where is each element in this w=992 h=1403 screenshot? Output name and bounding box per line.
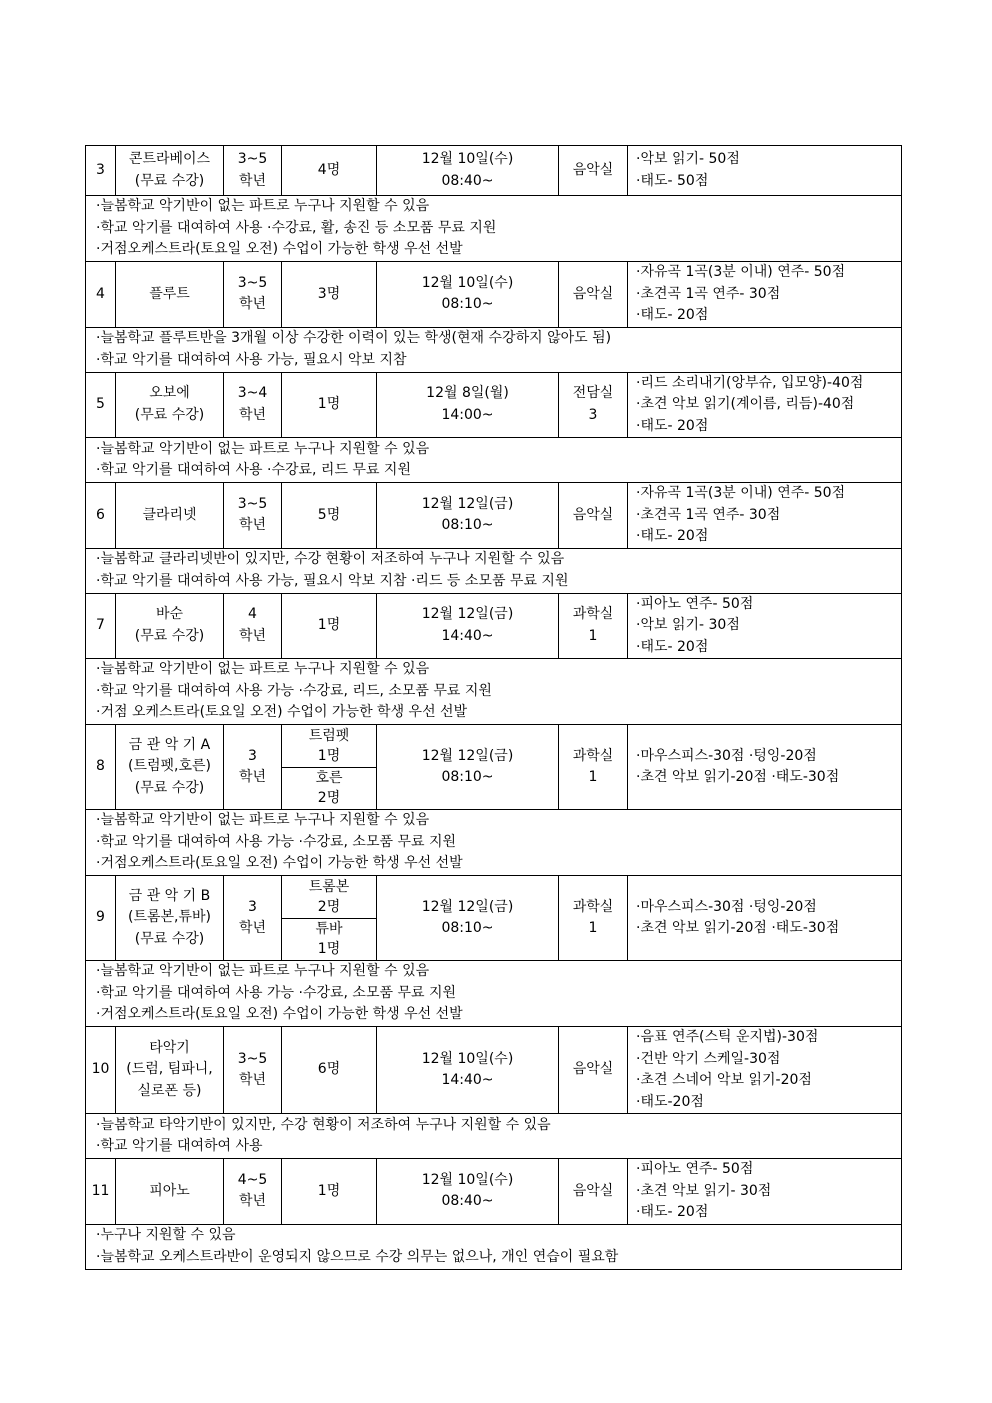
row-number bbox=[86, 1159, 116, 1225]
grade-text: 3~5 bbox=[237, 274, 268, 291]
row-number-text: 3 bbox=[96, 161, 105, 178]
note-item: ·학교 악기를 대여하여 사용 가능 ·수강료, 리드, 소모품 무료 지원 bbox=[96, 682, 492, 699]
place-text: 1 bbox=[588, 769, 598, 785]
recruit-count: 5명 bbox=[317, 506, 341, 523]
note-item: ·거점오케스트라(토요일 오전) 수업이 가능한 학생 우선 선발 bbox=[96, 1006, 463, 1023]
note-item: ·늘봄학교 플루트반을 3개월 이상 수강한 이력이 있는 학생(현재 수강하지 않아도 됨) bbox=[96, 330, 612, 346]
place-text: 과학실 bbox=[572, 747, 614, 764]
audition-schedule-table bbox=[85, 145, 902, 1270]
grade-cell bbox=[224, 146, 282, 196]
datetime-text: 12월 12일(금) bbox=[421, 606, 514, 623]
row-number bbox=[86, 483, 116, 549]
instrument-name: 타악기 bbox=[149, 1039, 190, 1056]
audition-place-cell bbox=[559, 1159, 628, 1225]
instrument-row bbox=[86, 372, 902, 438]
instrument-cell bbox=[116, 483, 224, 549]
row-number-text: 8 bbox=[96, 758, 105, 775]
instrument-row bbox=[86, 1027, 902, 1114]
instrument-name: 금 관 악 기 A bbox=[128, 736, 211, 753]
instrument-cell bbox=[116, 262, 224, 328]
row-number bbox=[86, 146, 116, 196]
grade-text: 3~5 bbox=[237, 495, 268, 512]
datetime-text: 12월 12일(금) bbox=[421, 495, 514, 512]
grade-cell bbox=[224, 1159, 282, 1225]
grade-cell bbox=[224, 1027, 282, 1114]
notes-row bbox=[86, 196, 902, 262]
criteria-item: ·음표 연주(스틱 운지법)-30점 bbox=[636, 1029, 819, 1045]
instrument-name: (무료 수강) bbox=[134, 930, 205, 947]
audition-datetime-cell bbox=[377, 146, 559, 196]
criteria-item: ·태도- 20점 bbox=[636, 638, 709, 655]
instrument-name: 실로폰 등) bbox=[137, 1082, 202, 1099]
grade-text: 학년 bbox=[238, 296, 267, 313]
place-text: 음악실 bbox=[572, 285, 614, 302]
instrument-row bbox=[86, 876, 902, 961]
note-item: ·늘봄학교 클라리넷반이 있지만, 수강 현황이 저조하여 누구나 지원할 수 있음 bbox=[96, 551, 565, 567]
instrument-row bbox=[86, 725, 902, 810]
note-item: ·늘봄학교 타악기반이 있지만, 수강 현황이 저조하여 누구나 지원할 수 있음 bbox=[96, 1116, 551, 1133]
instrument-row bbox=[86, 262, 902, 328]
notes-row bbox=[86, 327, 902, 372]
note-item: ·학교 악기를 대여하여 사용 가능, 필요시 악보 지참 ·리드 등 소모품 무료 지원 bbox=[96, 572, 569, 589]
criteria-item: ·태도-20점 bbox=[636, 1093, 704, 1110]
place-text: 전담실 bbox=[572, 385, 614, 402]
audition-datetime-cell bbox=[377, 262, 559, 328]
part-split bbox=[282, 876, 376, 960]
part-box bbox=[282, 918, 376, 961]
instrument-name: (무료 수강) bbox=[134, 627, 205, 644]
note-item: ·늘봄학교 악기반이 없는 파트로 누구나 지원할 수 있음 bbox=[96, 812, 430, 829]
instrument-name: 바순 bbox=[155, 606, 184, 623]
criteria-item: ·초견 악보 읽기(계이름, 리듬)-40점 bbox=[636, 396, 855, 412]
note-item: ·늘봄학교 오케스트라반이 운영되지 않으므로 수강 의무는 없으나, 개인 연습이 필요함 bbox=[96, 1248, 619, 1265]
criteria-item: ·초견 악보 읽기- 30점 bbox=[636, 1182, 772, 1199]
row-number-text: 4 bbox=[96, 285, 105, 302]
note-item: ·누구나 지원할 수 있음 bbox=[96, 1227, 236, 1243]
grade-text: 학년 bbox=[238, 627, 267, 644]
audition-datetime-cell bbox=[377, 1159, 559, 1225]
notes-row bbox=[86, 961, 902, 1027]
place-text: 음악실 bbox=[572, 1182, 614, 1199]
grade-text: 3~5 bbox=[237, 1050, 268, 1067]
part-box bbox=[282, 767, 376, 810]
notes-cell bbox=[86, 1224, 902, 1269]
recruit-count-cell bbox=[282, 1159, 377, 1225]
notes-row bbox=[86, 810, 902, 876]
row-number bbox=[86, 593, 116, 659]
grade-text: 학년 bbox=[238, 1193, 267, 1210]
evaluation-criteria-cell bbox=[628, 725, 902, 810]
notes-cell bbox=[86, 659, 902, 725]
audition-place-cell bbox=[559, 262, 628, 328]
datetime-text: 08:10~ bbox=[441, 517, 494, 534]
instrument-name: 금 관 악 기 B bbox=[128, 887, 211, 904]
row-number-text: 5 bbox=[96, 396, 105, 412]
part-text: 2명 bbox=[317, 790, 341, 807]
instrument-cell bbox=[116, 1159, 224, 1225]
note-item: ·거점오케스트라(토요일 오전) 수업이 가능한 학생 우선 선발 bbox=[96, 241, 463, 258]
part-text: 트롬본 bbox=[308, 878, 350, 895]
instrument-row bbox=[86, 483, 902, 549]
note-item: ·학교 악기를 대여하여 사용 ·수강료, 활, 송진 등 소모품 무료 지원 bbox=[96, 219, 497, 236]
datetime-text: 12월 10일(수) bbox=[421, 274, 514, 291]
note-item: ·학교 악기를 대여하여 사용 ·수강료, 리드 무료 지원 bbox=[96, 462, 411, 478]
note-item: ·학교 악기를 대여하여 사용 가능 ·수강료, 소모품 무료 지원 bbox=[96, 984, 457, 1001]
part-text: 트럼펫 bbox=[308, 727, 350, 744]
grade-text: 학년 bbox=[238, 920, 267, 936]
criteria-item: ·자유곡 1곡(3분 이내) 연주- 50점 bbox=[636, 485, 846, 501]
criteria-item: ·피아노 연주- 50점 bbox=[636, 595, 754, 612]
notes-cell bbox=[86, 961, 902, 1027]
note-item: ·늘봄학교 악기반이 없는 파트로 누구나 지원할 수 있음 bbox=[96, 963, 430, 980]
notes-cell bbox=[86, 1114, 902, 1159]
datetime-text: 12월 8일(월) bbox=[426, 385, 509, 402]
note-item: ·학교 악기를 대여하여 사용 가능 ·수강료, 소모품 무료 지원 bbox=[96, 833, 457, 850]
row-number-text: 6 bbox=[96, 506, 105, 523]
instrument-cell bbox=[116, 372, 224, 438]
evaluation-criteria-cell bbox=[628, 1027, 902, 1114]
recruit-count-cell bbox=[282, 483, 377, 549]
recruit-count: 3명 bbox=[317, 285, 341, 302]
part-box bbox=[282, 725, 376, 767]
criteria-item: ·초견곡 1곡 연주- 30점 bbox=[636, 506, 781, 523]
criteria-item: ·악보 읽기- 50점 bbox=[636, 151, 740, 167]
datetime-text: 08:10~ bbox=[441, 296, 494, 313]
grade-text: 학년 bbox=[238, 517, 267, 534]
criteria-item: ·초견 악보 읽기-20점 ·태도-30점 bbox=[636, 769, 840, 785]
instrument-name: (무료 수강) bbox=[134, 406, 205, 423]
grade-cell bbox=[224, 593, 282, 659]
instrument-name: (트럼펫,호른) bbox=[128, 758, 211, 775]
grade-text: 4 bbox=[248, 606, 257, 623]
row-number-text: 10 bbox=[91, 1061, 110, 1078]
criteria-item: ·건반 악기 스케일-30점 bbox=[636, 1050, 781, 1067]
notes-cell bbox=[86, 438, 902, 483]
notes-row bbox=[86, 1114, 902, 1159]
criteria-item: ·태도- 20점 bbox=[636, 307, 709, 323]
criteria-item: ·리드 소리내기(앙부슈, 입모양)-40점 bbox=[636, 374, 864, 391]
notes-row bbox=[86, 548, 902, 593]
datetime-text: 12월 10일(수) bbox=[421, 151, 514, 167]
grade-text: 학년 bbox=[238, 769, 267, 785]
grade-text: 4~5 bbox=[237, 1171, 268, 1188]
instrument-cell bbox=[116, 593, 224, 659]
criteria-item: ·악보 읽기- 30점 bbox=[636, 617, 740, 633]
grade-text: 3 bbox=[248, 747, 257, 764]
criteria-item: ·피아노 연주- 50점 bbox=[636, 1161, 754, 1177]
instrument-name: (무료 수강) bbox=[134, 172, 205, 189]
instrument-cell bbox=[116, 146, 224, 196]
row-number-text: 9 bbox=[96, 909, 105, 926]
datetime-text: 08:40~ bbox=[441, 1193, 494, 1210]
audition-place-cell bbox=[559, 593, 628, 659]
part-box bbox=[282, 876, 376, 918]
note-item: ·거점 오케스트라(토요일 오전) 수업이 가능한 학생 우선 선발 bbox=[96, 704, 468, 721]
part-text: 호른 bbox=[315, 770, 343, 787]
instrument-name: 클라리넷 bbox=[142, 506, 197, 523]
recruit-count-cell bbox=[282, 262, 377, 328]
evaluation-criteria-cell bbox=[628, 146, 902, 196]
recruit-count-cell bbox=[282, 1027, 377, 1114]
row-number bbox=[86, 372, 116, 438]
place-text: 1 bbox=[588, 920, 598, 936]
place-text: 3 bbox=[588, 406, 598, 423]
place-text: 음악실 bbox=[572, 161, 614, 178]
note-item: ·거점오케스트라(토요일 오전) 수업이 가능한 학생 우선 선발 bbox=[96, 855, 463, 872]
instrument-name: 콘트라베이스 bbox=[128, 151, 211, 167]
instrument-row bbox=[86, 1159, 902, 1225]
part-text: 1명 bbox=[317, 747, 341, 764]
place-text: 과학실 bbox=[572, 606, 614, 623]
recruit-count-cell bbox=[282, 876, 377, 961]
grade-text: 3 bbox=[248, 898, 257, 915]
audition-datetime-cell bbox=[377, 372, 559, 438]
evaluation-criteria-cell bbox=[628, 593, 902, 659]
audition-place-cell bbox=[559, 725, 628, 810]
recruit-count-cell bbox=[282, 725, 377, 810]
grade-text: 3~5 bbox=[237, 151, 268, 167]
part-text: 1명 bbox=[317, 941, 341, 958]
audition-place-cell bbox=[559, 1027, 628, 1114]
place-text: 과학실 bbox=[572, 898, 614, 915]
criteria-item: ·마우스피스-30점 ·텅잉-20점 bbox=[636, 898, 817, 915]
notes-cell bbox=[86, 810, 902, 876]
datetime-text: 08:10~ bbox=[441, 920, 494, 936]
part-text: 2명 bbox=[317, 898, 341, 915]
instrument-cell bbox=[116, 1027, 224, 1114]
criteria-item: ·태도- 20점 bbox=[636, 1204, 709, 1220]
note-item: ·학교 악기를 대여하여 사용 가능, 필요시 악보 지참 bbox=[96, 351, 407, 368]
audition-datetime-cell bbox=[377, 483, 559, 549]
notes-cell bbox=[86, 196, 902, 262]
audition-datetime-cell bbox=[377, 876, 559, 961]
datetime-text: 12월 10일(수) bbox=[421, 1050, 514, 1067]
audition-place-cell bbox=[559, 483, 628, 549]
instrument-name: (드럼, 팀파니, bbox=[126, 1061, 213, 1078]
evaluation-criteria-cell bbox=[628, 876, 902, 961]
instrument-cell bbox=[116, 876, 224, 961]
notes-row bbox=[86, 659, 902, 725]
evaluation-criteria-cell bbox=[628, 1159, 902, 1225]
recruit-count: 1명 bbox=[317, 396, 341, 412]
audition-datetime-cell bbox=[377, 1027, 559, 1114]
audition-place-cell bbox=[559, 146, 628, 196]
instrument-name: 플루트 bbox=[149, 285, 190, 302]
notes-cell bbox=[86, 548, 902, 593]
evaluation-criteria-cell bbox=[628, 483, 902, 549]
audition-place-cell bbox=[559, 372, 628, 438]
recruit-count: 6명 bbox=[317, 1061, 341, 1078]
criteria-item: ·태도- 20점 bbox=[636, 417, 709, 434]
datetime-text: 14:40~ bbox=[441, 1072, 494, 1088]
datetime-text: 08:10~ bbox=[441, 769, 494, 785]
note-item: ·늘봄학교 악기반이 없는 파트로 누구나 지원할 수 있음 bbox=[96, 661, 430, 678]
part-text: 튜바 bbox=[315, 921, 343, 938]
datetime-text: 12월 12일(금) bbox=[421, 747, 514, 764]
instrument-row bbox=[86, 146, 902, 196]
criteria-item: ·초견곡 1곡 연주- 30점 bbox=[636, 285, 781, 302]
grade-cell bbox=[224, 262, 282, 328]
grade-text: 학년 bbox=[238, 406, 267, 423]
datetime-text: 14:40~ bbox=[441, 627, 494, 644]
row-number bbox=[86, 1027, 116, 1114]
audition-datetime-cell bbox=[377, 593, 559, 659]
recruit-count: 4명 bbox=[317, 161, 341, 178]
criteria-item: ·초견 악보 읽기-20점 ·태도-30점 bbox=[636, 920, 840, 936]
grade-cell bbox=[224, 725, 282, 810]
recruit-count-cell bbox=[282, 372, 377, 438]
instrument-name: (무료 수강) bbox=[134, 779, 205, 796]
audition-place-cell bbox=[559, 876, 628, 961]
notes-row bbox=[86, 1224, 902, 1269]
evaluation-criteria-cell bbox=[628, 372, 902, 438]
instrument-row bbox=[86, 593, 902, 659]
criteria-item: ·마우스피스-30점 ·텅잉-20점 bbox=[636, 747, 817, 764]
grade-cell bbox=[224, 483, 282, 549]
criteria-item: ·태도- 50점 bbox=[636, 172, 709, 189]
criteria-item: ·자유곡 1곡(3분 이내) 연주- 50점 bbox=[636, 264, 846, 280]
criteria-item: ·태도- 20점 bbox=[636, 528, 709, 544]
recruit-count: 1명 bbox=[317, 1182, 341, 1199]
audition-datetime-cell bbox=[377, 725, 559, 810]
grade-cell bbox=[224, 372, 282, 438]
row-number bbox=[86, 876, 116, 961]
notes-cell bbox=[86, 327, 902, 372]
grade-text: 3~4 bbox=[237, 385, 268, 402]
grade-cell bbox=[224, 876, 282, 961]
row-number bbox=[86, 262, 116, 328]
row-number bbox=[86, 725, 116, 810]
instrument-name: 피아노 bbox=[149, 1182, 190, 1199]
note-item: ·늘봄학교 악기반이 없는 파트로 누구나 지원할 수 있음 bbox=[96, 198, 430, 215]
recruit-count-cell bbox=[282, 146, 377, 196]
instrument-cell bbox=[116, 725, 224, 810]
datetime-text: 12월 10일(수) bbox=[421, 1171, 514, 1188]
grade-text: 학년 bbox=[238, 172, 267, 189]
grade-text: 학년 bbox=[238, 1072, 267, 1088]
recruit-count: 1명 bbox=[317, 617, 341, 633]
row-number-text: 11 bbox=[91, 1182, 110, 1199]
place-text: 음악실 bbox=[572, 1061, 614, 1078]
criteria-item: ·초견 스네어 악보 읽기-20점 bbox=[636, 1072, 812, 1088]
evaluation-criteria-cell bbox=[628, 262, 902, 328]
datetime-text: 12월 12일(금) bbox=[421, 898, 514, 915]
recruit-count-cell bbox=[282, 593, 377, 659]
datetime-text: 14:00~ bbox=[441, 406, 494, 423]
datetime-text: 08:40~ bbox=[441, 172, 494, 189]
part-split bbox=[282, 725, 376, 809]
instrument-name: 오보에 bbox=[149, 385, 190, 402]
place-text: 음악실 bbox=[572, 506, 614, 523]
note-item: ·늘봄학교 악기반이 없는 파트로 누구나 지원할 수 있음 bbox=[96, 440, 430, 457]
place-text: 1 bbox=[588, 627, 598, 644]
notes-row bbox=[86, 438, 902, 483]
table-body bbox=[86, 146, 902, 1270]
instrument-name: (트롬본,튜바) bbox=[128, 909, 211, 926]
note-item: ·학교 악기를 대여하여 사용 bbox=[96, 1138, 263, 1154]
row-number-text: 7 bbox=[96, 617, 105, 633]
